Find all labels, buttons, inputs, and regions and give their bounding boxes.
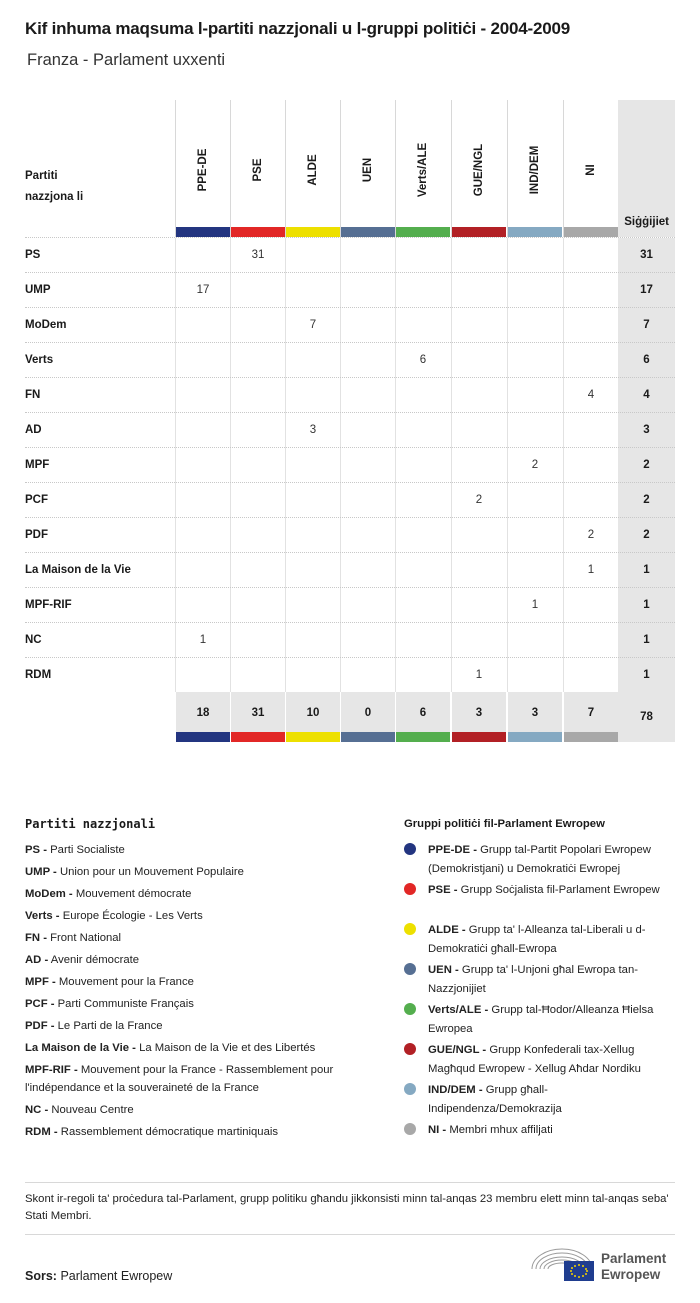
legend-party-item <box>25 929 375 947</box>
seat-cell <box>395 413 450 448</box>
row-total: 1 <box>618 658 675 693</box>
group-column-header <box>340 100 395 237</box>
group-totals-row <box>25 692 675 742</box>
seat-cell <box>285 273 340 308</box>
seat-cell <box>395 448 450 483</box>
seat-cell <box>230 448 285 483</box>
legend-party-name: Rassemblement démocratique martiniquais <box>60 1126 279 1138</box>
group-total <box>285 692 340 732</box>
legend-party-item <box>25 1017 375 1035</box>
seat-cell: 1 <box>175 623 230 658</box>
group-column-header <box>230 100 285 237</box>
legend-party-item <box>25 1061 375 1097</box>
seat-cell <box>507 483 562 518</box>
seat-cell: 1 <box>507 588 562 623</box>
logo-wordmark <box>601 1251 666 1283</box>
party-name: PCF <box>25 494 48 506</box>
legend-party-item <box>25 1123 375 1141</box>
seat-cell <box>230 413 285 448</box>
group-color-dot-icon <box>404 1123 416 1135</box>
group-color-bar <box>452 227 506 237</box>
legend-party-abbr: MoDem - <box>25 888 73 900</box>
total-column-label: Siġġijiet <box>624 216 669 228</box>
party-name: MPF <box>25 459 50 471</box>
seat-cell <box>230 553 285 588</box>
legend-group-abbr: PSE - <box>428 884 458 896</box>
legend-party-item <box>25 863 375 881</box>
group-color-bar <box>396 227 450 237</box>
legend-group-text <box>428 1121 676 1140</box>
table-row <box>25 587 675 622</box>
seat-cell: 2 <box>451 483 506 518</box>
page-subtitle: Franza - Parlament uxxenti <box>27 51 226 69</box>
seat-cell <box>340 308 395 343</box>
seat-cell: 2 <box>507 448 562 483</box>
grand-total: 78 <box>618 692 675 742</box>
table-row <box>25 482 675 517</box>
seat-cell <box>175 483 230 518</box>
seat-cell <box>563 448 618 483</box>
legend-parties-title: Partiti nazzjonali <box>25 817 156 831</box>
table-row <box>25 622 675 657</box>
seat-cell <box>507 623 562 658</box>
seat-cell <box>507 518 562 553</box>
legend-party-name: Mouvement pour la France <box>58 976 194 988</box>
seat-cell <box>451 273 506 308</box>
seat-cell <box>285 553 340 588</box>
seat-cell: 3 <box>285 413 340 448</box>
seat-cell <box>507 553 562 588</box>
seat-cell <box>175 343 230 378</box>
group-column-label: UEN <box>362 157 374 183</box>
seat-cell <box>340 658 395 693</box>
seat-cell <box>340 623 395 658</box>
group-column-label: GUE/NGL <box>473 143 485 197</box>
seat-cell <box>507 658 562 693</box>
row-total: 2 <box>618 518 675 553</box>
seat-cell <box>395 308 450 343</box>
group-color-bar <box>508 227 562 237</box>
seat-cell <box>563 308 618 343</box>
seat-cell <box>340 238 395 273</box>
seat-cell <box>230 623 285 658</box>
seat-cell <box>451 588 506 623</box>
legend-party-item <box>25 995 375 1013</box>
seat-cell <box>563 623 618 658</box>
group-column-header <box>451 100 506 237</box>
legend-group-abbr: NI - <box>428 1124 447 1136</box>
table-row <box>25 342 675 377</box>
seat-cell <box>230 588 285 623</box>
legend-group-name: Grupp ta' l-Alleanza tal-Liberali u d-Demokratiċi għall-Ewropa <box>428 924 646 955</box>
group-color-bar <box>286 732 340 742</box>
seat-cell <box>285 483 340 518</box>
party-name: AD <box>25 424 42 436</box>
seat-cell <box>563 483 618 518</box>
legend-party-item <box>25 885 375 903</box>
legend-party-item <box>25 973 375 991</box>
seat-cell <box>230 273 285 308</box>
seat-cell <box>340 378 395 413</box>
seat-cell <box>175 378 230 413</box>
seat-cell <box>175 308 230 343</box>
group-color-dot-icon <box>404 883 416 895</box>
group-color-bar <box>176 732 230 742</box>
legend-party-item <box>25 951 375 969</box>
seat-cell <box>395 238 450 273</box>
party-name: MoDem <box>25 319 67 331</box>
seat-cell <box>395 588 450 623</box>
seat-cell <box>285 378 340 413</box>
legend-group-abbr: GUE/NGL - <box>428 1044 487 1056</box>
legend-group-abbr: ALDE - <box>428 924 466 936</box>
row-total: 4 <box>618 378 675 413</box>
seat-cell <box>340 273 395 308</box>
legend-group-text <box>428 881 676 900</box>
legend-party-name: Union pour un Mouvement Populaire <box>59 866 244 878</box>
legend-party-item <box>25 841 375 859</box>
group-total <box>340 692 395 732</box>
table-row <box>25 657 675 692</box>
table-row <box>25 377 675 412</box>
seat-cell <box>507 343 562 378</box>
group-color-bar <box>231 227 285 237</box>
group-color-bar <box>564 732 618 742</box>
legend-group-name: Grupp Soċjalista fil-Parlament Ewropew <box>460 884 660 896</box>
row-total: 1 <box>618 623 675 658</box>
legend-group-name: Grupp Konfederali tax-Xellug Magħqud Ewropew - Xellug Aħdar Nordiku <box>428 1044 641 1075</box>
party-name: PDF <box>25 529 48 541</box>
seat-cell: 31 <box>230 238 285 273</box>
group-total <box>230 692 285 732</box>
legend-party-item <box>25 1039 375 1057</box>
seat-cell <box>340 553 395 588</box>
legend-party-name: La Maison de la Vie et des Libertés <box>139 1042 316 1054</box>
legend-party-name: Europe Écologie - Les Verts <box>62 910 203 922</box>
seat-cell <box>451 308 506 343</box>
group-total <box>395 692 450 732</box>
party-column-header: Partiti nazzjona li <box>25 170 84 203</box>
legend-party-name: Parti Communiste Français <box>57 998 194 1010</box>
seat-cell <box>507 378 562 413</box>
group-total <box>563 692 618 732</box>
group-column-header <box>285 100 340 237</box>
seat-cell <box>175 553 230 588</box>
seat-cell <box>451 343 506 378</box>
seat-cell <box>340 518 395 553</box>
table-row <box>25 307 675 342</box>
legend-party-name: Parti Socialiste <box>50 844 125 856</box>
seat-cell <box>285 588 340 623</box>
seat-cell <box>507 308 562 343</box>
party-name: La Maison de la Vie <box>25 564 131 576</box>
group-column-header <box>563 100 618 237</box>
table-row <box>25 552 675 587</box>
seat-cell <box>451 413 506 448</box>
seat-cell: 6 <box>395 343 450 378</box>
seat-cell <box>395 378 450 413</box>
seat-cell: 1 <box>563 553 618 588</box>
group-color-dot-icon <box>404 923 416 935</box>
legend-party-name: Mouvement démocrate <box>75 888 192 900</box>
legend-party-abbr: FN - <box>25 932 47 944</box>
party-name: MPF-RIF <box>25 599 72 611</box>
table-row <box>25 517 675 552</box>
page-title: Kif inhuma maqsuma l-partiti nazzjonali u l-gruppi politiċi - 2004-2009 <box>25 19 570 38</box>
legend-party-name: Avenir démocrate <box>50 954 140 966</box>
group-color-dot-icon <box>404 1003 416 1015</box>
row-total: 31 <box>618 238 675 273</box>
group-color-dot-icon <box>404 1043 416 1055</box>
group-color-bar <box>452 732 506 742</box>
party-name: RDM <box>25 669 52 681</box>
seat-cell <box>285 448 340 483</box>
group-color-dot-icon <box>404 963 416 975</box>
legend-group-abbr: UEN - <box>428 964 459 976</box>
seat-cell <box>230 343 285 378</box>
seat-cell <box>451 623 506 658</box>
seat-cell <box>395 553 450 588</box>
seat-cell <box>175 658 230 693</box>
legend-group-name: Membri mhux affiljati <box>449 1124 553 1136</box>
group-color-bar <box>231 732 285 742</box>
group-total-value: 31 <box>251 707 265 719</box>
seat-cell <box>395 658 450 693</box>
seat-cell <box>563 588 618 623</box>
legend-group-name: Grupp għall-Indipendenza/Demokrazija <box>428 1084 562 1115</box>
seat-cell <box>395 483 450 518</box>
legend-party-name: Mouvement pour la France - Rassemblement pour l'indépendance et la souveraineté de la France <box>25 1064 334 1094</box>
row-total: 7 <box>618 308 675 343</box>
legend-group-name: Grupp tal-Partit Popolari Ewropew (Demokristjani) u Demokratiċi Ewropej <box>428 844 651 875</box>
source-line <box>25 1269 172 1283</box>
group-total-value: 10 <box>306 707 320 719</box>
group-column-label: IND/DEM <box>529 145 541 195</box>
seat-cell: 4 <box>563 378 618 413</box>
seat-cell <box>230 378 285 413</box>
seat-cell <box>285 658 340 693</box>
legend-party-item <box>25 907 375 925</box>
group-color-bar <box>286 227 340 237</box>
legend-group-text <box>428 841 676 879</box>
group-column-label: ALDE <box>307 154 319 186</box>
seat-cell <box>175 413 230 448</box>
table-row <box>25 237 675 272</box>
group-color-dot-icon <box>404 843 416 855</box>
group-column-label: NI <box>585 164 597 176</box>
group-color-bar <box>508 732 562 742</box>
seat-cell <box>507 273 562 308</box>
legend-group-text <box>428 1001 676 1039</box>
row-total: 2 <box>618 448 675 483</box>
group-total-value: 3 <box>531 707 539 719</box>
seat-cell <box>451 238 506 273</box>
group-column-label: PPE-DE <box>197 148 209 192</box>
legend-party-abbr: MPF-RIF - <box>25 1064 78 1076</box>
group-total-value: 6 <box>419 707 427 719</box>
group-column-header <box>395 100 450 237</box>
row-total: 1 <box>618 588 675 623</box>
legend-group-text <box>428 1081 676 1119</box>
party-name: NC <box>25 634 42 646</box>
legend-group-text <box>428 1041 676 1079</box>
group-total-value: 3 <box>475 707 483 719</box>
group-column-header <box>507 100 562 237</box>
row-total: 2 <box>618 483 675 518</box>
group-color-dot-icon <box>404 1083 416 1095</box>
seat-cell <box>340 483 395 518</box>
group-total-value: 7 <box>587 707 595 719</box>
seat-cell <box>340 588 395 623</box>
seat-cell: 1 <box>451 658 506 693</box>
seat-cell <box>230 308 285 343</box>
legend-group-text <box>428 921 676 959</box>
group-color-bar <box>564 227 618 237</box>
seat-cell <box>285 623 340 658</box>
group-color-bar <box>341 227 395 237</box>
group-column-label: Verts/ALE <box>417 142 429 198</box>
seat-cell <box>285 238 340 273</box>
seat-cell <box>451 448 506 483</box>
legend-party-abbr: MPF - <box>25 976 56 988</box>
seat-cell <box>340 448 395 483</box>
seat-cell <box>395 273 450 308</box>
legend-group-text <box>428 961 676 999</box>
legend-group-name: Grupp ta' l-Unjoni għal Ewropa tan-Nazzjonijiet <box>428 964 639 995</box>
group-total <box>175 692 230 732</box>
seat-cell <box>563 413 618 448</box>
seat-cell <box>563 343 618 378</box>
party-name: FN <box>25 389 41 401</box>
row-total: 17 <box>618 273 675 308</box>
legend-party-name: Le Parti de la France <box>57 1020 163 1032</box>
seat-cell: 17 <box>175 273 230 308</box>
seat-cell <box>563 658 618 693</box>
source-label: Sors: <box>25 1269 57 1283</box>
legend-groups-title: Gruppi politiċi fil-Parlament Ewropew <box>404 818 605 830</box>
seat-cell <box>451 378 506 413</box>
legend-group-name: Grupp tal-Ħodor/Alleanza Ħielsa Ewropea <box>428 1004 654 1035</box>
legend-group-abbr: Verts/ALE - <box>428 1004 489 1016</box>
group-color-bar <box>341 732 395 742</box>
seat-cell <box>507 413 562 448</box>
party-name: PS <box>25 249 41 261</box>
legend-party-name: Nouveau Centre <box>51 1104 134 1116</box>
group-total <box>507 692 562 732</box>
legend-party-abbr: PDF - <box>25 1020 55 1032</box>
group-column-header <box>175 100 230 237</box>
total-column-header <box>618 100 675 237</box>
seat-cell <box>507 238 562 273</box>
legend-group-abbr: IND/DEM - <box>428 1084 483 1096</box>
legend-party-abbr: RDM - <box>25 1126 58 1138</box>
seat-cell: 2 <box>563 518 618 553</box>
legend-party-abbr: La Maison de la Vie - <box>25 1042 136 1054</box>
legend-party-name: Front National <box>50 932 122 944</box>
group-total-value: 18 <box>196 707 210 719</box>
seat-cell <box>451 518 506 553</box>
group-column-label: PSE <box>252 158 264 182</box>
seat-cell <box>230 658 285 693</box>
legend-group-abbr: PPE-DE - <box>428 844 477 856</box>
row-total: 3 <box>618 413 675 448</box>
group-total <box>451 692 506 732</box>
legend-party-abbr: Verts - <box>25 910 60 922</box>
seat-cell: 7 <box>285 308 340 343</box>
seat-cell <box>285 518 340 553</box>
seat-cell <box>175 588 230 623</box>
seat-cell <box>340 343 395 378</box>
source-text: Parlament Ewropew <box>60 1269 173 1283</box>
seat-cell <box>395 518 450 553</box>
seat-cell <box>395 623 450 658</box>
group-color-bar <box>396 732 450 742</box>
logo-line-1: Parlament <box>601 1251 667 1266</box>
group-color-bar <box>176 227 230 237</box>
table-row <box>25 412 675 447</box>
legend-party-item <box>25 1101 375 1119</box>
seat-cell <box>230 518 285 553</box>
legend-party-abbr: NC - <box>25 1104 49 1116</box>
seat-cell <box>563 238 618 273</box>
row-total: 6 <box>618 343 675 378</box>
seat-cell <box>285 343 340 378</box>
seat-cell <box>175 448 230 483</box>
group-total-value: 0 <box>364 707 372 719</box>
table-row <box>25 272 675 307</box>
legend-party-abbr: UMP - <box>25 866 57 878</box>
seat-cell <box>563 273 618 308</box>
legend-party-abbr: PCF - <box>25 998 55 1010</box>
party-name: Verts <box>25 354 54 366</box>
seat-cell <box>451 553 506 588</box>
seat-cell <box>340 413 395 448</box>
legend-party-abbr: AD - <box>25 954 49 966</box>
row-total: 1 <box>618 553 675 588</box>
seat-cell <box>175 518 230 553</box>
logo-line-2: Ewropew <box>601 1267 661 1282</box>
seat-cell <box>175 238 230 273</box>
seat-cell <box>230 483 285 518</box>
party-name: UMP <box>25 284 51 296</box>
legend-party-abbr: PS - <box>25 844 47 856</box>
footnote: Skont ir-regoli ta' proċedura tal-Parlament, grupp politiku għandu jikkonsisti minn tal-anqas 23 membru elett minn tal-anqas seba' Stati Membri. <box>25 1182 675 1235</box>
table-row <box>25 447 675 482</box>
